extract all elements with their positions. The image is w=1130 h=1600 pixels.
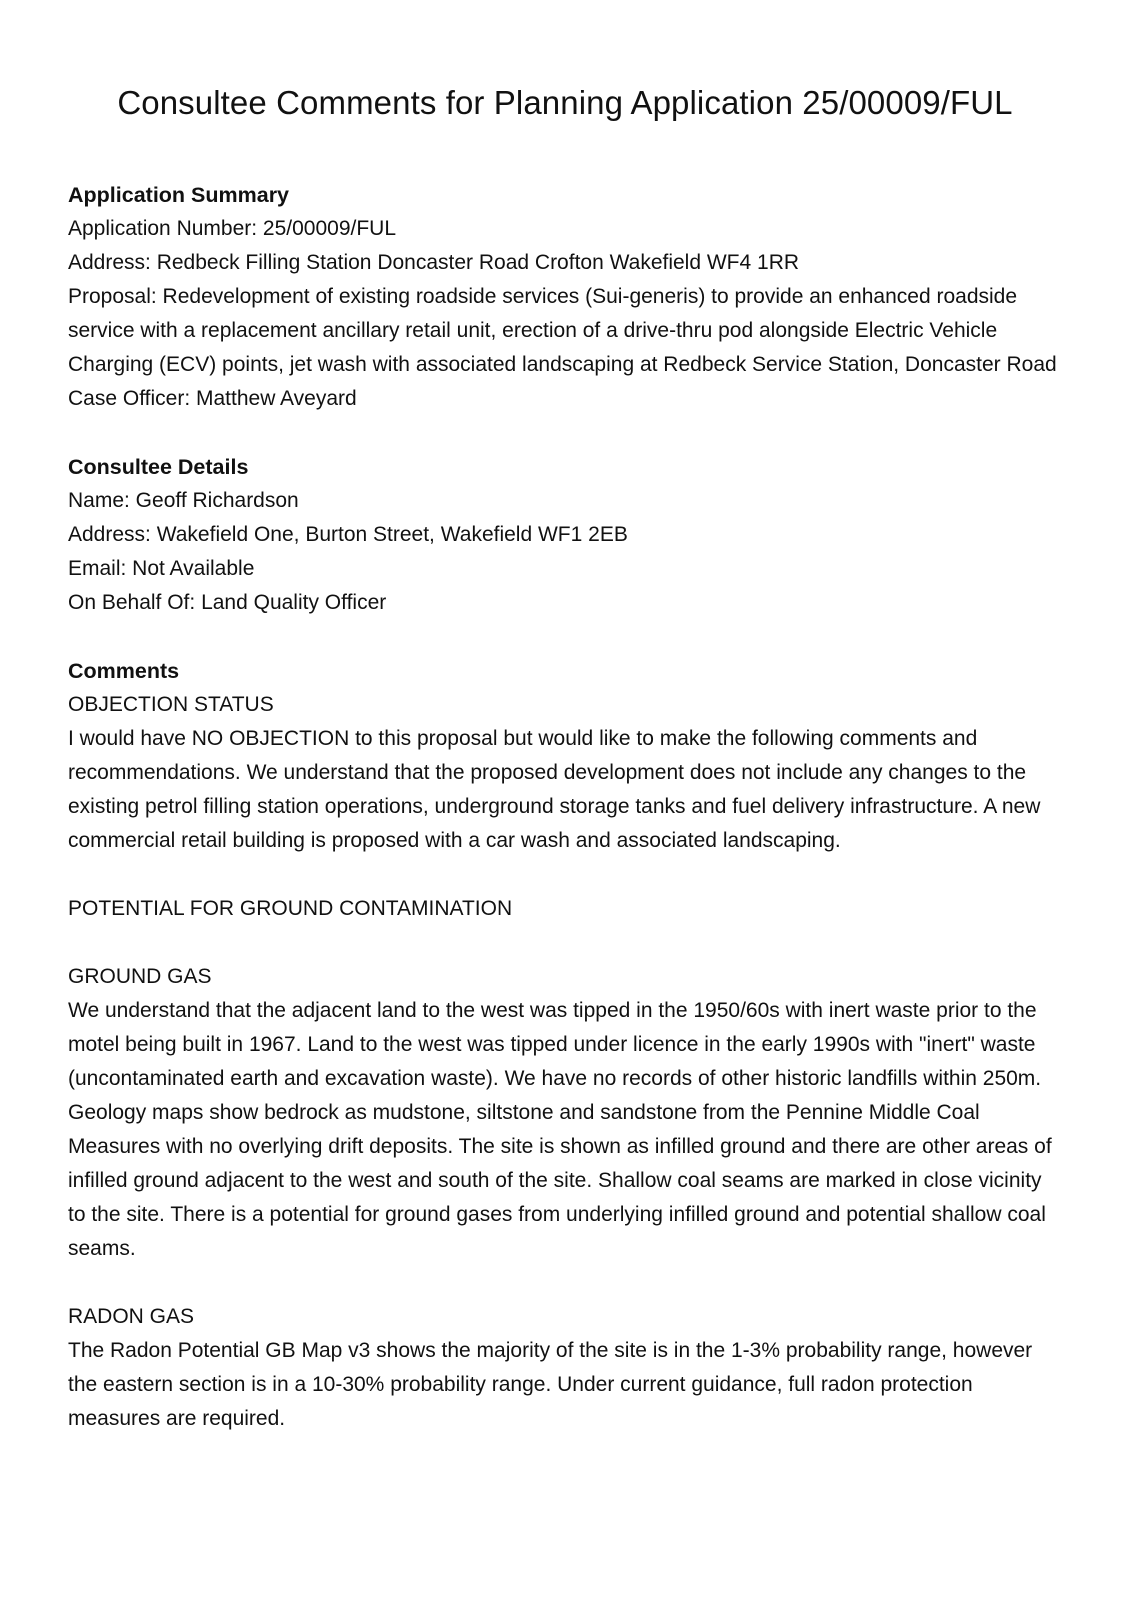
application-summary-section [68, 178, 1062, 416]
consultee-address: Address: Wakefield One, Burton Street, Wakefield WF1 2EB [68, 523, 628, 546]
application-number: Application Number: 25/00009/FUL [68, 217, 397, 240]
comments-heading: Comments [68, 659, 180, 683]
objection-status-block [68, 688, 1062, 858]
objection-status-text: I would have NO OBJECTION to this proposal but would like to make the following comments and recommendations. We understand that the proposed development does not include any changes to the existing petrol filling station operations, underground storage tanks and fuel delivery infrastructure. A new commercial retail building is proposed with a car wash and associated landscaping. [68, 727, 1041, 852]
application-summary-heading: Application Summary [68, 183, 290, 207]
potential-contamination-block [68, 892, 1062, 926]
case-officer: Case Officer: Matthew Aveyard [68, 387, 357, 410]
consultee-details-heading: Consultee Details [68, 455, 249, 479]
document-title: Consultee Comments for Planning Application 25/00009/FUL [117, 84, 1013, 121]
ground-gas-block [68, 960, 1062, 1266]
radon-gas-block [68, 1300, 1062, 1436]
consultee-email: Email: Not Available [68, 557, 255, 580]
radon-gas-text: The Radon Potential GB Map v3 shows the majority of the site is in the 1-3% probability range, however the eastern section is in a 10-30% probability range. Under current guidance, full radon protection measures are required. [68, 1339, 1033, 1430]
objection-status-subheading: OBJECTION STATUS [68, 693, 274, 716]
potential-contamination-subheading: POTENTIAL FOR GROUND CONTAMINATION [68, 897, 513, 920]
ground-gas-subheading: GROUND GAS [68, 965, 212, 988]
application-proposal: Proposal: Redevelopment of existing roadside services (Sui-generis) to provide an enhanced roadside service with a replacement ancillary retail unit, erection of a drive-thru pod alongside Electric Vehicle Charging (ECV) points, jet wash with associated landscaping at Redbeck Service Station, Doncaster Road [68, 285, 1057, 376]
consultee-on-behalf-of: On Behalf Of: Land Quality Officer [68, 591, 387, 614]
consultee-details-section [68, 450, 1062, 620]
radon-gas-subheading: RADON GAS [68, 1305, 195, 1328]
application-address: Address: Redbeck Filling Station Doncaster Road Crofton Wakefield WF4 1RR [68, 251, 800, 274]
consultee-name: Name: Geoff Richardson [68, 489, 299, 512]
comments-section [68, 654, 1062, 1436]
ground-gas-text: We understand that the adjacent land to the west was tipped in the 1950/60s with inert waste prior to the motel being built in 1967. Land to the west was tipped under licence in the early 1990s with "inert" waste (uncontaminated earth and excavation waste). We have no records of other historic landfills within 250m. Geology maps show bedrock as mudstone, siltstone and sandstone from the Pennine Middle Coal Measures with no overlying drift deposits. The site is shown as infilled ground and there are other areas of infilled ground adjacent to the west and south of the site. Shallow coal seams are marked in close vicinity to the site. There is a potential for ground gases from underlying infilled ground and potential shallow coal seams. [68, 999, 1052, 1260]
